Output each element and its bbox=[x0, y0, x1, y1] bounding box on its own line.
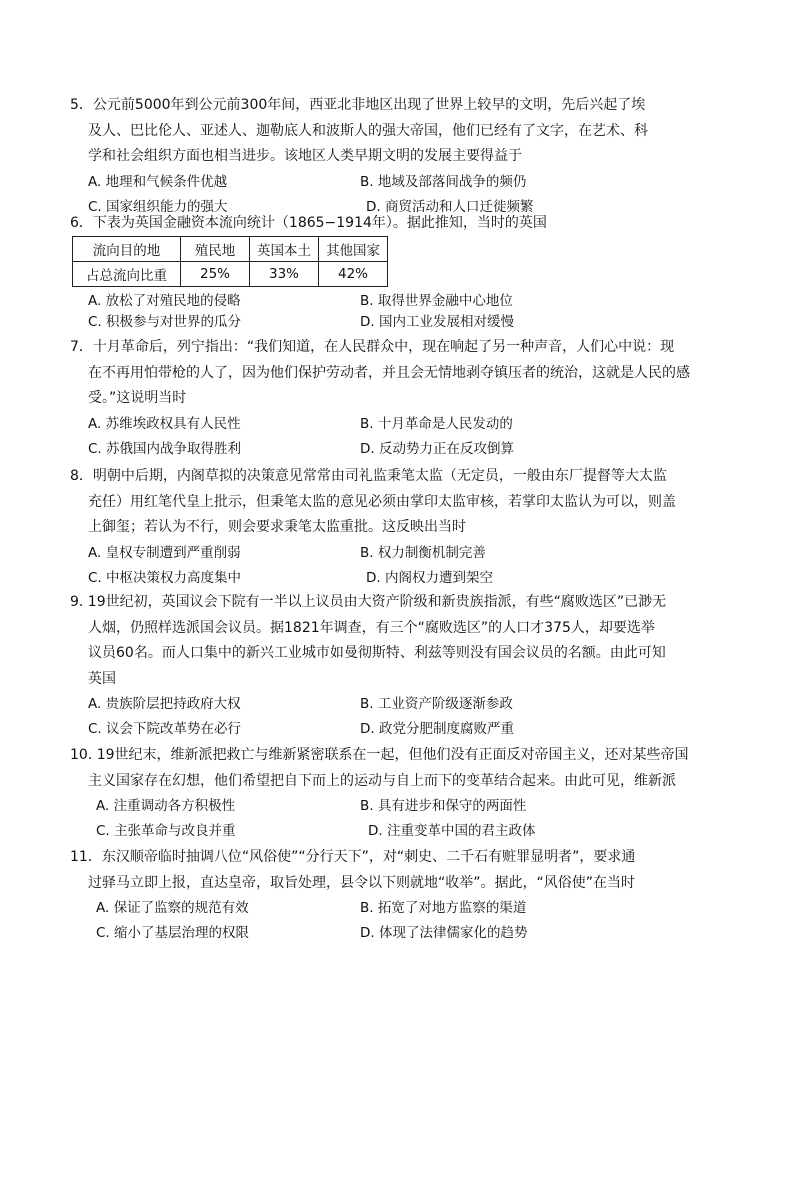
option-a[interactable]: A. 放松了对殖民地的侵略 bbox=[88, 293, 241, 309]
table-header-cell: 英国本土 bbox=[250, 237, 319, 262]
option-d[interactable]: D. 国内工业发展相对缓慢 bbox=[360, 314, 514, 330]
options-row bbox=[70, 412, 720, 437]
table-header-cell: 流向目的地 bbox=[73, 237, 181, 262]
question-stem-line: 5．公元前5000年到公元前300年间，西亚北非地区出现了世界上较早的文明，先后兴起了埃 bbox=[70, 97, 646, 113]
option-b[interactable]: B. 取得世界金融中心地位 bbox=[360, 293, 513, 309]
table-row bbox=[73, 237, 388, 262]
question-8 bbox=[70, 464, 720, 591]
option-d[interactable]: D. 内阁权力遭到架空 bbox=[366, 569, 493, 586]
option-b[interactable]: B. 地域及部落间战争的频仍 bbox=[360, 173, 527, 190]
question-stem-line: 8．明朝中后期，内阁草拟的决策意见常常由司礼监秉笔太监（无定员，一般由东厂提督等大太监 bbox=[70, 468, 667, 484]
question-stem-line: 及人、巴比伦人、亚述人、迦勒底人和波斯人的强大帝国，他们已经有了文字，在艺术、科 bbox=[88, 122, 648, 139]
option-d[interactable]: D. 商贸活动和人口迁徙频繁 bbox=[366, 198, 534, 215]
option-b[interactable]: B. 权力制衡机制完善 bbox=[360, 544, 486, 561]
option-c[interactable]: C. 主张革命与改良并重 bbox=[96, 823, 236, 839]
options-row bbox=[70, 170, 720, 195]
option-b[interactable]: B. 拓宽了对地方监察的渠道 bbox=[360, 900, 527, 916]
options-row bbox=[70, 921, 720, 946]
options-row bbox=[70, 896, 720, 921]
option-c[interactable]: C. 议会下院改革势在必行 bbox=[88, 721, 242, 737]
question-10 bbox=[70, 743, 720, 844]
option-a[interactable]: A. 地理和气候条件优越 bbox=[88, 173, 228, 190]
option-d[interactable]: D. 反动势力正在反攻倒算 bbox=[360, 440, 514, 457]
question-9 bbox=[70, 590, 720, 742]
table-cell: 25% bbox=[181, 262, 250, 287]
table-cell: 33% bbox=[250, 262, 319, 287]
option-a[interactable]: A. 保证了监察的规范有效 bbox=[96, 900, 249, 916]
question-stem-line: 上御玺；若认为不行，则会要求秉笔太监重批。这反映出当时 bbox=[88, 519, 466, 535]
option-a[interactable]: A. 贵族阶层把持政府大权 bbox=[88, 696, 241, 712]
options-row bbox=[70, 794, 720, 819]
options-row bbox=[70, 289, 720, 310]
table-cell: 42% bbox=[319, 262, 388, 287]
option-d[interactable]: D. 体现了法律儒家化的趋势 bbox=[360, 925, 528, 941]
option-c[interactable]: C. 中枢决策权力高度集中 bbox=[88, 569, 242, 586]
question-stem-line: 人烟，仍照样选派国会议员。据1821年调查，有三个“腐败选区”的人口才375人，却要选举 bbox=[88, 619, 655, 636]
option-a[interactable]: A. 苏维埃政权具有人民性 bbox=[88, 415, 241, 432]
question-stem-line: 议员60名。而人口集中的新兴工业城市如曼彻斯特、利兹等则没有国会议员的名额。由此可知 bbox=[88, 645, 666, 661]
question-stem-line: 过驿马立即上报，直达皇帝，取旨处理，县令以下则就地“收举”。据此，“风俗使”在当时 bbox=[88, 874, 636, 891]
question-stem-line: 受。”这说明当时 bbox=[88, 390, 187, 406]
question-stem-line: 充任）用红笔代皇上批示，但秉笔太监的意见必须由掌印太监审核，若掌印太监认为可以，则盖 bbox=[88, 493, 676, 510]
table-cell: 占总流向比重 bbox=[73, 262, 181, 287]
option-a[interactable]: A. 注重调动各方积极性 bbox=[96, 798, 236, 814]
options-row bbox=[70, 717, 720, 742]
question-stem-line: 英国 bbox=[88, 670, 116, 687]
question-stem-line: 10. 19世纪末，维新派把救亡与维新紧密联系在一起，但他们没有正面反对帝国主义，还对某些帝国 bbox=[70, 747, 689, 763]
options-row bbox=[70, 437, 720, 462]
question-6-options bbox=[70, 289, 720, 331]
question-5 bbox=[70, 93, 720, 220]
option-d[interactable]: D. 注重变革中国的君主政体 bbox=[368, 823, 536, 839]
question-11 bbox=[70, 845, 720, 946]
option-c[interactable]: C. 苏俄国内战争取得胜利 bbox=[88, 440, 242, 457]
capital-flow-table bbox=[72, 236, 388, 287]
option-b[interactable]: B. 十月革命是人民发动的 bbox=[360, 415, 513, 432]
option-d[interactable]: D. 政党分肥制度腐败严重 bbox=[360, 721, 514, 737]
options-row bbox=[70, 310, 720, 331]
table-header-cell: 殖民地 bbox=[181, 237, 250, 262]
options-row bbox=[70, 541, 720, 566]
option-a[interactable]: A. 皇权专制遭到严重削弱 bbox=[88, 544, 241, 561]
question-stem-line: 9. 19世纪初，英国议会下院有一半以上议员由大资产阶级和新贵族指派，有些“腐败选区”已渺无 bbox=[70, 594, 667, 610]
table-header-cell: 其他国家 bbox=[319, 237, 388, 262]
question-stem-line: 学和社会组织方面也相当进步。该地区人类早期文明的发展主要得益于 bbox=[88, 148, 522, 164]
question-stem-line: 主义国家存在幻想，他们希望把自下而上的运动与自上而下的变革结合起来。由此可见，维新派 bbox=[88, 772, 676, 789]
options-row bbox=[70, 819, 720, 844]
question-stem-line: 在不再用怕带枪的人了，因为他们保护劳动者，并且会无情地剥夺镇压者的统治，这就是人民的感 bbox=[88, 364, 690, 381]
question-7 bbox=[70, 335, 720, 462]
table-row bbox=[73, 262, 388, 287]
option-c[interactable]: C. 缩小了基层治理的权限 bbox=[96, 925, 250, 941]
question-stem-line: 11．东汉顺帝临时抽调八位“风俗使”“分行天下”，对“刺史、二千石有赃罪显明者”，要求通 bbox=[70, 849, 636, 865]
option-b[interactable]: B. 具有进步和保守的两面性 bbox=[360, 798, 527, 814]
question-stem-line: 6．下表为英国金融资本流向统计（1865−1914年）。据此推知，当时的英国 bbox=[70, 215, 547, 231]
option-c[interactable]: C. 积极参与对世界的瓜分 bbox=[88, 314, 242, 330]
options-row bbox=[70, 692, 720, 717]
options-row bbox=[70, 566, 720, 591]
option-b[interactable]: B. 工业资产阶级逐渐参政 bbox=[360, 696, 513, 712]
question-6 bbox=[70, 211, 720, 237]
question-stem-line: 7．十月革命后，列宁指出：“我们知道，在人民群众中，现在响起了另一种声音，人们心中说：现 bbox=[70, 339, 675, 355]
option-c[interactable]: C. 国家组织能力的强大 bbox=[88, 198, 228, 215]
